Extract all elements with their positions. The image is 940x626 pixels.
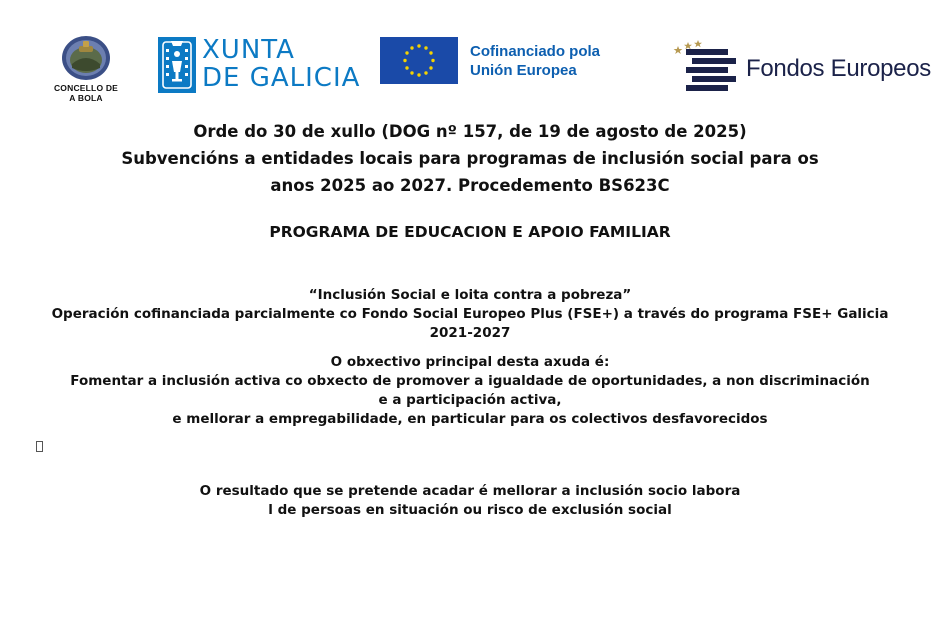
xunta-logo — [158, 35, 361, 95]
ue-text-line2: Unión Europea — [470, 62, 577, 79]
result-line-1: O resultado que se pretende acadar é mellorar a inclusión socio labora — [199, 483, 741, 499]
fondos-europeos-mark-icon — [672, 40, 740, 94]
logo-header — [0, 0, 940, 110]
title-line-1: Orde do 30 de xullo (DOG nº 157, de 19 de agosto de 2025) — [193, 122, 747, 141]
operation-block — [0, 286, 940, 343]
result-line-2: l de persoas en situación ou risco de exclusión social — [268, 502, 672, 518]
xunta-name-line1: XUNTA — [202, 35, 295, 65]
objective-line-2: e a participación activa, — [378, 392, 562, 408]
concello-name-line1: CONCELLO DE — [53, 83, 119, 93]
order-title — [110, 118, 830, 199]
document-body — [0, 110, 940, 520]
result-block — [150, 482, 790, 520]
xunta-name-line2: DE GALICIA — [202, 63, 361, 93]
operation-line-1: Operación cofinanciada parcialmente co Fondo Social Europeo Plus (FSE+) a través do programa FSE+ Galicia — [51, 306, 889, 322]
ue-text-line1: Cofinanciado pola — [470, 43, 601, 60]
concello-logo — [38, 34, 134, 106]
fondos-europeos-text: Fondos Europeos — [746, 55, 931, 82]
fondos-europeos-logo — [672, 40, 931, 96]
objective-line-1: Fomentar a inclusión activa co obxecto de promover a igualdade de oportunidades, a non discriminación — [70, 373, 870, 389]
operation-line-2: 2021-2027 — [429, 325, 511, 341]
title-line-3: anos 2025 ao 2027. Procedemento BS623C — [270, 176, 670, 195]
title-line-2: Subvencións a entidades locais para programas de inclusión social para os — [121, 149, 819, 168]
objective-block — [0, 353, 940, 429]
program-name: PROGRAMA DE EDUCACION E APOIO FAMILIAR — [269, 223, 671, 241]
objective-heading: O obxectivo principal desta axuda é: — [330, 354, 610, 370]
concello-name-line2: A BOLA — [69, 93, 103, 103]
missing-glyph-icon — [36, 441, 43, 452]
xunta-shield-icon — [158, 37, 196, 93]
quote-line: “Inclusión Social e loita contra a pobreza” — [308, 287, 632, 303]
objective-line-3: e mellorar a empregabilidade, en particular para os colectivos desfavorecidos — [172, 411, 768, 427]
eu-flag-icon — [380, 37, 458, 84]
concello-seal-icon — [60, 34, 112, 82]
eu-cofinancing-logo — [380, 37, 640, 87]
